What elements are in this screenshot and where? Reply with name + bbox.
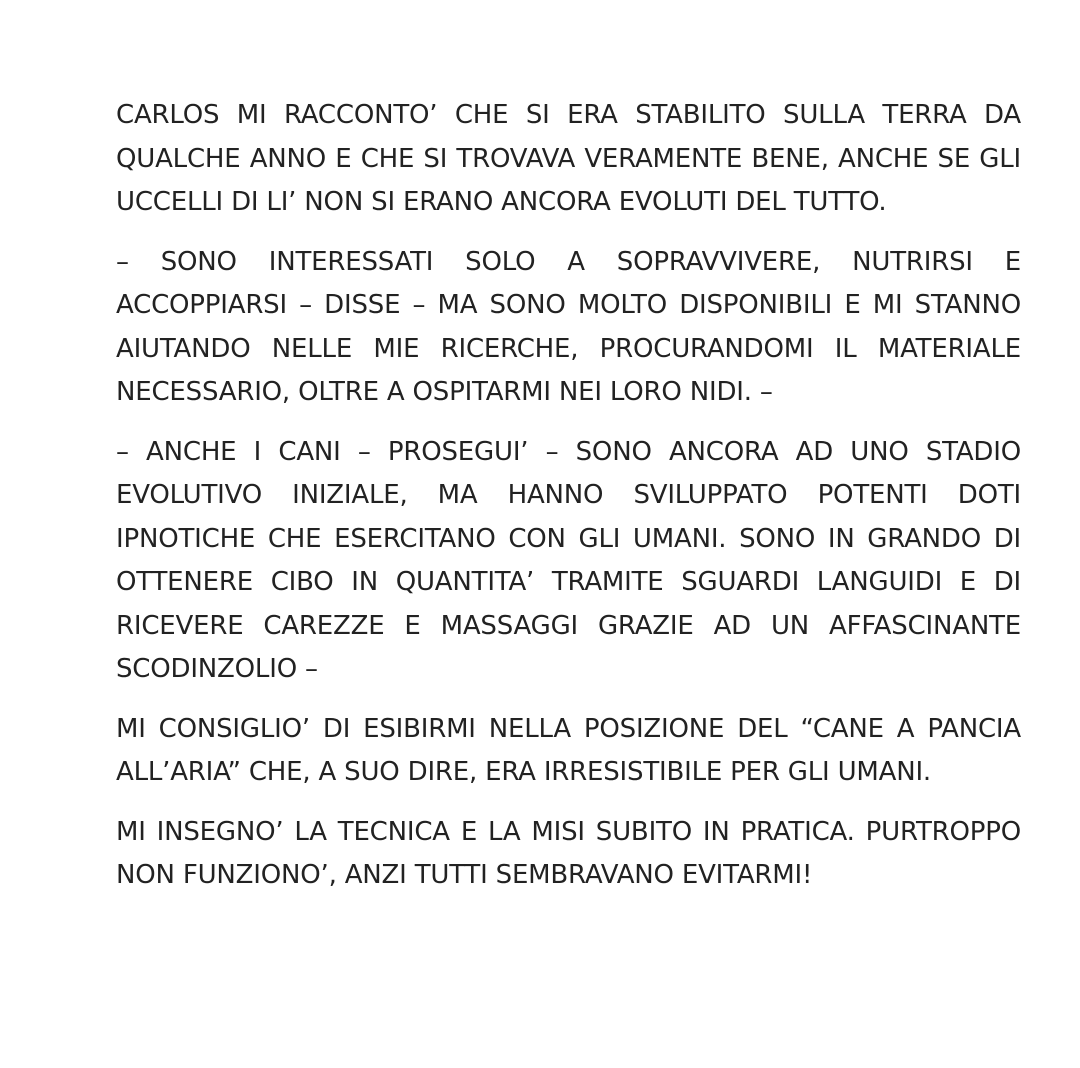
paragraph-carlos-story: CARLOS MI RACCONTO’ CHE SI ERA STABILITO SULLA TERRA DA QUALCHE ANNO E CHE SI TROVAVA VERAMENTE BENE, ANCHE SE GLI UCCELLI DI LI’ NON SI ERANO ANCORA EVOLUTI DEL TUTTO. [116,100,1021,217]
document-page [116,94,1021,914]
paragraph-birds-dialogue: – SONO INTERESSATI SOLO A SOPRAVVIVERE, NUTRIRSI E ACCOPPIARSI – DISSE – MA SONO MOLTO DISPONIBILI E MI STANNO AIUTANDO NELLE MIE RICERCHE, PROCURANDOMI IL MATERIALE NECESSARIO, OLTRE A OSPITARMI NEI LORO NIDI. – [116,246,1021,407]
paragraph-outcome: MI INSEGNO’ LA TECNICA E LA MISI SUBITO IN PRATICA. PURTROPPO NON FUNZIONO’, ANZI TUTTI SEMBRAVANO EVITARMI! [116,816,1021,890]
paragraph-advice: MI CONSIGLIO’ DI ESIBIRMI NELLA POSIZIONE DEL “CANE A PANCIA ALL’ARIA” CHE, A SUO DIRE, ERA IRRESISTIBILE PER GLI UMANI. [116,713,1021,787]
paragraph-dogs-dialogue: – ANCHE I CANI – PROSEGUI’ – SONO ANCORA AD UNO STADIO EVOLUTIVO INIZIALE, MA HANNO SVILUPPATO POTENTI DOTI IPNOTICHE CHE ESERCITANO CON GLI UMANI. SONO IN GRANDO DI OTTENERE CIBO IN QUANTITA’ TRAMITE SGUARDI LANGUIDI E DI RICEVERE CAREZZE E MASSAGGI GRAZIE AD UN AFFASCINANTE SCODINZOLIO – [116,436,1021,684]
